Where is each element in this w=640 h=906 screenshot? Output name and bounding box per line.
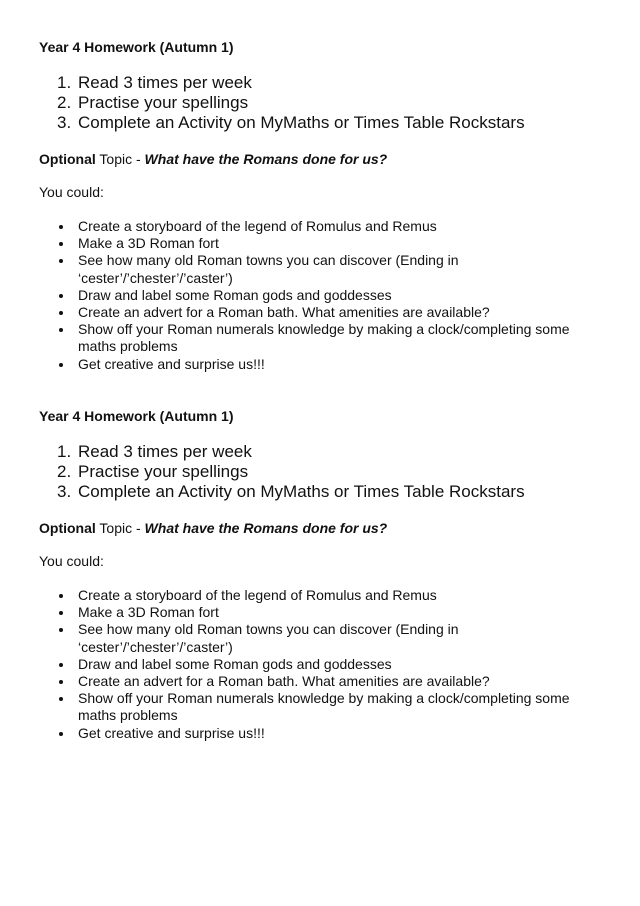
idea-text: Show off your Roman numerals knowledge by making a clock/completing some maths problems	[78, 690, 570, 724]
optional-ideas-list	[57, 218, 577, 373]
bullet-icon	[59, 680, 63, 684]
idea-text: See how many old Roman towns you can discover (Ending in ‘cester’/’chester’/’caster’)	[78, 621, 459, 655]
idea-item	[57, 587, 577, 604]
task-item	[57, 442, 525, 462]
you-could-label: You could:	[39, 184, 104, 200]
bullet-icon	[59, 697, 63, 701]
task-item	[57, 113, 525, 133]
idea-item	[57, 252, 577, 286]
bullet-icon	[59, 259, 63, 263]
optional-label: Optional	[39, 151, 96, 167]
idea-text: Draw and label some Roman gods and goddesses	[78, 655, 392, 672]
sheet-heading: Year 4 Homework (Autumn 1)	[39, 408, 234, 424]
sheet-heading: Year 4 Homework (Autumn 1)	[39, 39, 234, 55]
optional-topic-line	[39, 151, 387, 167]
bullet-icon	[59, 225, 63, 229]
bullet-icon	[59, 611, 63, 615]
task-number: 2.	[57, 462, 72, 481]
task-number: 3.	[57, 113, 72, 132]
idea-item	[57, 235, 577, 252]
bullet-icon	[59, 242, 63, 246]
topic-title: What have the Romans done for us?	[144, 151, 388, 167]
bullet-icon	[59, 594, 63, 598]
idea-item	[57, 621, 577, 655]
required-tasks-list	[57, 73, 525, 133]
task-text: Complete an Activity on MyMaths or Times Table Rockstars	[78, 113, 525, 132]
task-text: Complete an Activity on MyMaths or Times Table Rockstars	[78, 482, 525, 501]
idea-text: Create an advert for a Roman bath. What amenities are available?	[78, 673, 490, 690]
optional-ideas-list	[57, 587, 577, 742]
task-text: Read 3 times per week	[78, 73, 252, 92]
idea-text: Create an advert for a Roman bath. What amenities are available?	[78, 304, 490, 321]
idea-text: Get creative and surprise us!!!	[78, 724, 265, 741]
idea-item	[57, 356, 577, 373]
bullet-icon	[59, 311, 63, 315]
bullet-icon	[59, 663, 63, 667]
bullet-icon	[59, 732, 63, 736]
idea-text: Get creative and surprise us!!!	[78, 355, 265, 372]
idea-item	[57, 304, 577, 321]
task-item	[57, 93, 525, 113]
bullet-icon	[59, 294, 63, 298]
topic-title: What have the Romans done for us?	[144, 520, 388, 536]
idea-text: See how many old Roman towns you can discover (Ending in ‘cester’/’chester’/’caster’)	[78, 252, 459, 286]
idea-item	[57, 725, 577, 742]
task-text: Read 3 times per week	[78, 442, 252, 461]
task-number: 3.	[57, 482, 72, 501]
idea-item	[57, 321, 577, 355]
idea-item	[57, 218, 577, 235]
idea-text: Draw and label some Roman gods and goddesses	[78, 286, 392, 303]
optional-topic-line	[39, 520, 387, 536]
optional-label: Optional	[39, 520, 96, 536]
idea-item	[57, 287, 577, 304]
topic-label: Topic -	[95, 151, 145, 167]
bullet-icon	[59, 328, 63, 332]
idea-text: Create a storyboard of the legend of Romulus and Remus	[78, 587, 437, 603]
bullet-icon	[59, 363, 63, 367]
task-text: Practise your spellings	[78, 462, 249, 481]
task-number: 2.	[57, 93, 72, 112]
task-item	[57, 73, 525, 93]
task-item	[57, 462, 525, 482]
task-item	[57, 482, 525, 502]
bullet-icon	[59, 628, 63, 632]
idea-text: Create a storyboard of the legend of Romulus and Remus	[78, 218, 437, 234]
idea-item	[57, 673, 577, 690]
idea-item	[57, 656, 577, 673]
idea-item	[57, 604, 577, 621]
idea-text: Make a 3D Roman fort	[78, 235, 219, 252]
task-number: 1.	[57, 73, 72, 92]
required-tasks-list	[57, 442, 525, 502]
idea-item	[57, 690, 577, 724]
task-text: Practise your spellings	[78, 93, 249, 112]
idea-text: Make a 3D Roman fort	[78, 604, 219, 621]
idea-text: Show off your Roman numerals knowledge by making a clock/completing some maths problems	[78, 321, 570, 355]
you-could-label: You could:	[39, 553, 104, 569]
topic-label: Topic -	[95, 520, 145, 536]
task-number: 1.	[57, 442, 72, 461]
